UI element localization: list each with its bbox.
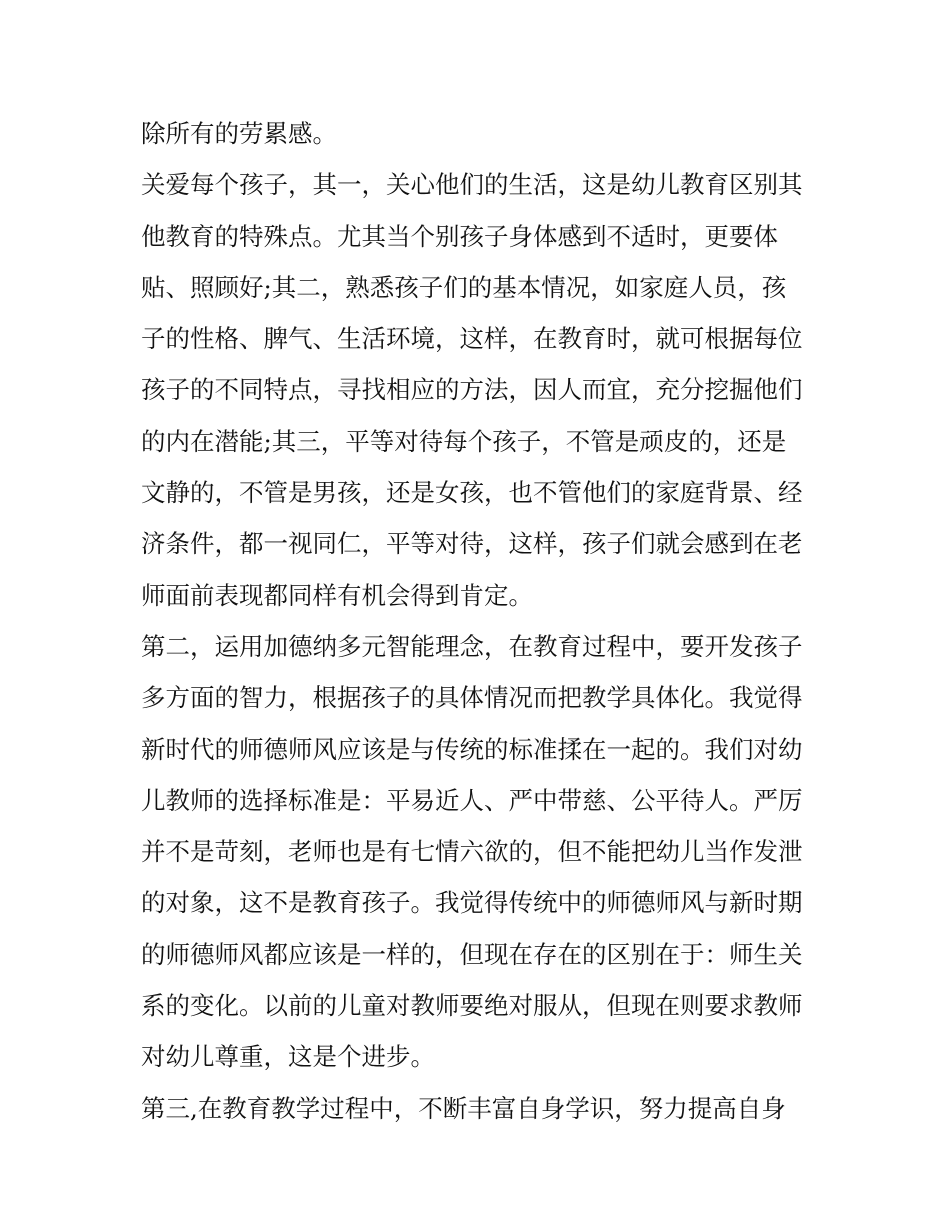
text-line: 第三,在教育教学过程中，不断丰富自身学识，努力提高自身	[141, 1093, 786, 1123]
text-line: 的对象，这不是教育孩子。我觉得传统中的师德师风与新时期	[141, 888, 803, 918]
body-text	[141, 108, 821, 1134]
text-line: 第二，运用加德纳多元智能理念，在教育过程中，要开发孩子	[141, 631, 803, 661]
text-line: 师面前表现都同样有机会得到肯定。	[141, 580, 533, 610]
text-line: 儿教师的选择标准是：平易近人、严中带慈、公平待人。严厉	[141, 785, 803, 815]
text-line: 的师德师风都应该是一样的，但现在存在的区别在于：师生关	[141, 939, 803, 969]
text-line: 孩子的不同特点，寻找相应的方法，因人而宜，充分挖掘他们	[141, 375, 803, 405]
text-line: 新时代的师德师风应该是与传统的标准揉在一起的。我们对幼	[141, 734, 803, 764]
text-line: 关爱每个孩子，其一，关心他们的生活，这是幼儿教育区别其	[141, 170, 803, 200]
text-line: 并不是苛刻，老师也是有七情六欲的，但不能把幼儿当作发泄	[141, 837, 803, 867]
text-line: 除所有的劳累感。	[141, 119, 337, 148]
text-line: 文静的，不管是男孩，还是女孩，也不管他们的家庭背景、经	[141, 478, 803, 508]
text-line: 系的变化。以前的儿童对教师要绝对服从，但现在则要求教师	[141, 991, 803, 1021]
text-line: 贴、照顾好;其二，熟悉孩子们的基本情况，如家庭人员，孩	[141, 272, 787, 302]
text-line: 的内在潜能;其三，平等对待每个孩子，不管是顽皮的，还是	[141, 426, 787, 456]
text-line: 子的性格、脾气、生活环境，这样，在教育时，就可根据每位	[141, 324, 803, 354]
text-line: 多方面的智力，根据孩子的具体情况而把教学具体化。我觉得	[141, 683, 803, 713]
text-line: 他教育的特殊点。尤其当个别孩子身体感到不适时，更要体	[141, 221, 778, 251]
text-line: 济条件，都一视同仁，平等对待，这样，孩子们就会感到在老	[141, 529, 803, 559]
text-line: 对幼儿尊重，这是个进步。	[141, 1042, 435, 1072]
